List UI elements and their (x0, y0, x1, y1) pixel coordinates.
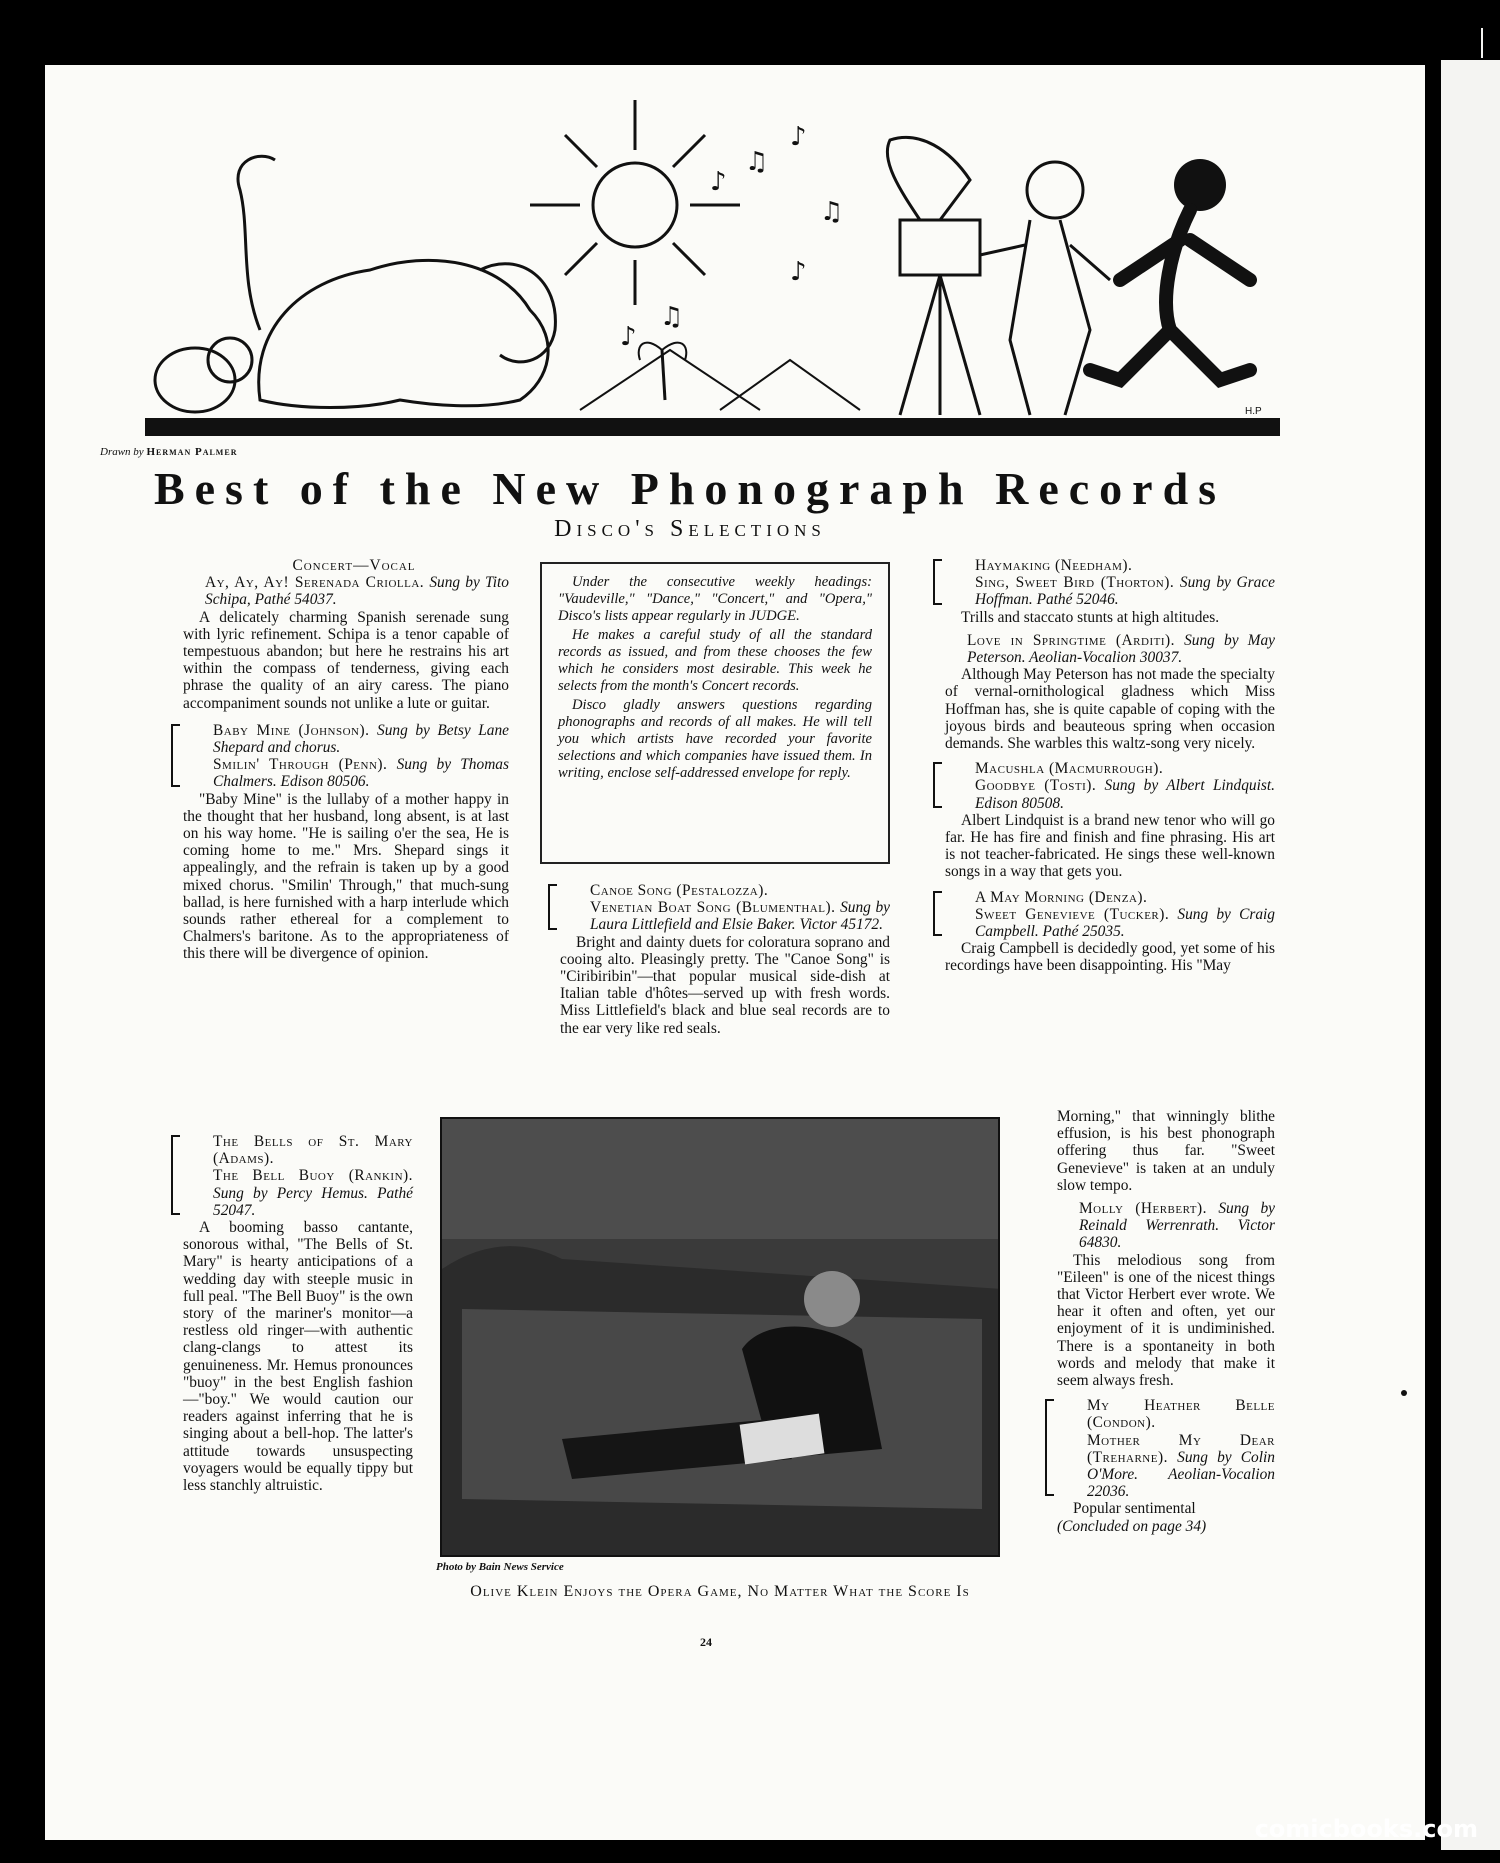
column-1 (183, 557, 509, 963)
record-artist: Sung by Colin O'More. Aeolian-Vocalion 22036. (1087, 1448, 1275, 1501)
record-group (945, 760, 1275, 812)
note-paragraph: Disco gladly answers questions regarding phonographs and records of all makes. He will tell you which artists have recorded your favorite selections and which companies have issued them. In writing, enclose self-addressed envelope for reply. (558, 697, 872, 781)
record-title: Macushla (Macmurrough). (975, 760, 1164, 778)
record-group (560, 882, 890, 934)
svg-text:♪: ♪ (710, 167, 727, 197)
svg-text:♫: ♫ (745, 147, 769, 177)
record-group (183, 1133, 413, 1219)
record-title: Sweet Genevieve (Tucker). (975, 905, 1170, 923)
record-artist: Sung by Percy Hemus. Pathé 52047. (213, 1184, 413, 1219)
record-group (945, 889, 1275, 941)
photo-caption: Olive Klein Enjoys the Opera Game, No Matter What the Score Is (470, 1583, 970, 1600)
record-title: Sing, Sweet Bird (Thorton). (975, 574, 1175, 592)
review-text: This melodious song from "Eileen" is one of the nicest things that Victor Herbert ever wrote. We hear it often and often, yet our enjoyment of it is undiminished. There is a spontaneity in both words and melody that make it seem always fresh. (1057, 1251, 1275, 1390)
article-subtitle: Disco's Selections (554, 516, 826, 542)
article-title: Best of the New Phonograph Records (153, 463, 1227, 514)
record-artist: Sung by Thomas Chalmers. Edison 80506. (213, 756, 509, 791)
banner-illustration (100, 80, 1280, 450)
section-heading: Concert—Vocal (292, 557, 416, 574)
column-2 (560, 882, 890, 1037)
record-title: Smilin' Through (Penn). (213, 756, 388, 774)
record-artist: Sung by Albert Lindquist. Edison 80508. (975, 777, 1275, 812)
record-title: Goodbye (Tosti). (975, 777, 1097, 795)
illustration-credit (100, 446, 237, 458)
review-text: Morning," that winningly blithe effusion, is his best phonograph offering thus far. "Sweet Genevieve" is taken at an unduly slow tempo. (1057, 1108, 1275, 1194)
review-text: Bright and dainty duets for coloratura soprano and cooing alto. Pleasingly pretty. The "Canoe Song" is "Ciribiribin"—that popular musical side-dish at Italian table d'hôtes—served up with fresh words. Miss Littlefield's black and blue seal records are to the ear very like red seals. (560, 933, 890, 1037)
svg-text:♫: ♫ (820, 197, 844, 227)
margin-mark (1481, 28, 1483, 58)
record-artist: Sung by Laura Littlefield and Elsie Baker. Victor 45172. (590, 899, 890, 934)
record-title: The Bells of St. Mary (Adams). (213, 1133, 413, 1168)
record-title: Haymaking (Needham). (975, 557, 1133, 574)
column-3-lower (1057, 1108, 1275, 1535)
note-paragraph: He makes a careful study of all the standard records as issued, and from these chooses the few which he considers most desirable. This week he selects from the month's Concert records. (558, 627, 872, 694)
svg-text:♪: ♪ (620, 322, 637, 352)
record-title: Molly (Herbert). (1079, 1200, 1207, 1218)
facing-page-edge (1441, 60, 1500, 1850)
record-artist: Sung by Betsy Lane Shepard and chorus. (213, 721, 509, 757)
review-text: Albert Lindquist is a brand new tenor who will go far. He has fire and finish and fine phrasing. His art is not teacher-fabricated. He sings these well-known songs in a way that gets you. (945, 811, 1275, 881)
review-text: Craig Campbell is decidedly good, yet some of his recordings have been disappointing. His "May (945, 940, 1275, 975)
svg-text:♫: ♫ (660, 302, 684, 332)
record-artist: Sung by Tito Schipa, Pathé 54037. (205, 574, 509, 609)
record-artist: Sung by Craig Campbell. Pathé 25035. (975, 905, 1275, 941)
record-entry (183, 574, 509, 608)
review-text: A delicately charming Spanish serenade sung with lyric refinement. Schipa is a tenor capable of tempestuous abandon; but here he restrains his art within the compass of tenderness, giving each phrase the quality of an airy caress. The piano accompaniment sounds not unlike a lute or guitar. (183, 608, 509, 712)
photo-olive-klein (440, 1117, 1000, 1557)
credit-prefix: Drawn by (100, 446, 144, 458)
record-title: Venetian Boat Song (Blumenthal). (590, 899, 836, 917)
record-title: Baby Mine (Johnson). (213, 721, 370, 739)
column-3 (945, 557, 1275, 975)
artist-initials: H.P (1245, 406, 1262, 417)
review-text: A booming basso cantante, sonorous withal, "The Bells of St. Mary" is hearty anticipations of a wedding day with steeple music in full peal. "The Bell Buoy" is the own story of the mariner's monitor—a restless old ringer—with authentic clang-clangs to attest its genuineness. Mr. Hemus pronounces "buoy" in the best English fashion—"boy." We would caution our readers against inferring that he is singing about a bell-hop. The latter's attitude towards unsuspecting voyagers would be equally tippy but less stanchly altruistic. (183, 1219, 413, 1495)
record-title: Love in Springtime (Arditi). (967, 631, 1175, 649)
record-artist: Sung by Reinald Werrenrath. Victor 64830. (1079, 1200, 1275, 1252)
photo-credit: Photo by Bain News Service (436, 1561, 564, 1573)
record-title: The Bell Buoy (Rankin). (213, 1167, 413, 1185)
review-text: Trills and staccato stunts at high altitudes. (961, 608, 1220, 626)
note-paragraph: Under the consecutive weekly headings: "Vaudeville," "Dance," "Concert," and "Opera," Disco's lists appear regularly in JUDGE. (558, 574, 872, 624)
record-entry (945, 632, 1275, 666)
record-artist: Sung by May Peterson. Aeolian-Vocalion 30037. (967, 631, 1275, 667)
review-text: Although May Peterson has not made the specialty of vernal-ornithological gladness which Miss Hoffman has, she is quite capable of coping with the joyous birds and beauteous spring when occasion demands. She warbles this waltz-song very nicely. (945, 666, 1275, 753)
disco-note-box (540, 562, 890, 864)
site-watermark: comicbooks.com (1254, 1815, 1478, 1843)
svg-text:♪: ♪ (790, 257, 807, 287)
review-text: "Baby Mine" is the lullaby of a mother happy in the thought that her husband, long absent, is at last on his way home. "He is sailing o'er the sea, He is coming home to me." Mrs. Shepard sings it appealingly, and the refrain is taken up by a good mixed chorus. "Smilin' Through," that much-sung ballad, is here furnished with a harp interlude which sounds rather ethereal for a complement to Chalmers's baritone. As to the appropriateness of this there will be divergence of opinion. (183, 790, 509, 963)
column-1-lower (183, 1133, 413, 1494)
credit-name: Herman Palmer (146, 446, 238, 458)
record-group (945, 557, 1275, 609)
record-title: Canoe Song (Pestalozza). (590, 882, 769, 899)
page-number: 24 (700, 1635, 712, 1649)
record-title: Mother My Dear (Treharne). (1087, 1431, 1275, 1466)
svg-text:♪: ♪ (790, 122, 807, 152)
review-text: Popular sentimental (1073, 1500, 1196, 1518)
record-entry (1057, 1200, 1275, 1252)
continued-note: (Concluded on page 34) (1057, 1517, 1207, 1535)
record-group (183, 722, 509, 791)
record-artist: Sung by Grace Hoffman. Pathé 52046. (975, 574, 1276, 609)
record-group (1057, 1397, 1275, 1500)
record-title: My Heather Belle (Condon). (1087, 1397, 1275, 1432)
record-title: Ay, Ay, Ay! Serenada Criolla. (205, 574, 425, 592)
record-title: A May Morning (Denza). (975, 888, 1148, 906)
